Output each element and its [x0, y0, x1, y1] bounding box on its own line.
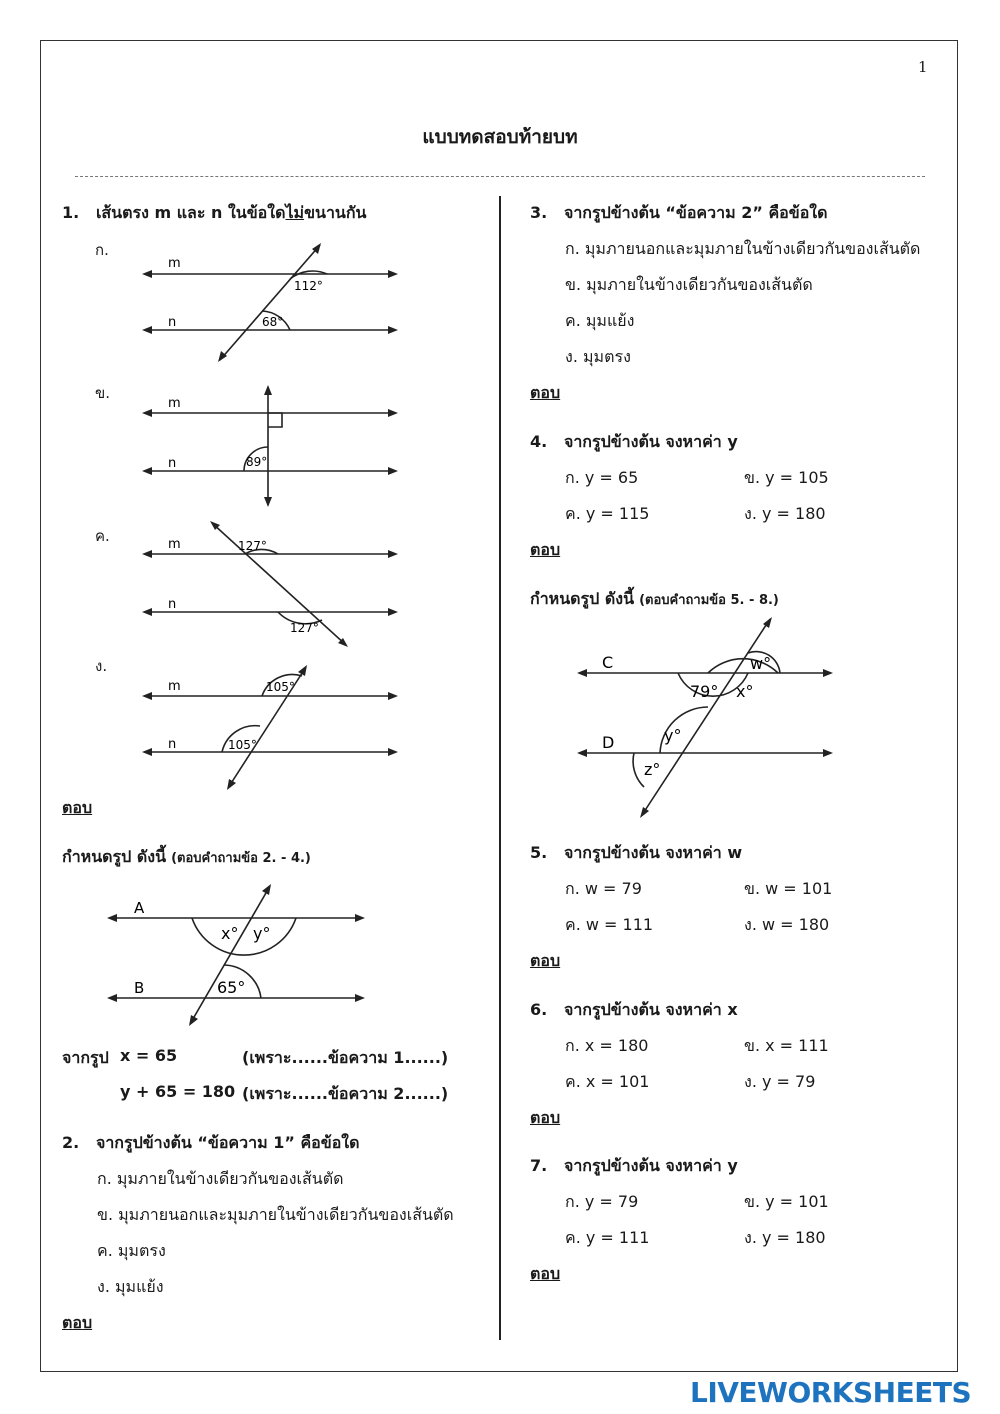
q1-figure-d [140, 662, 405, 792]
given2-label: กำหนดรูป ดังนี้ [530, 589, 635, 608]
q5-answer[interactable]: ตอบ [530, 951, 561, 970]
given1-expr-1: x = 65 [120, 1046, 178, 1065]
given1-note: (ตอบคำถามข้อ 2. - 4.) [171, 851, 311, 866]
q7-option-a[interactable]: ก. y = 79 [565, 1192, 639, 1211]
q1-d-angle-1: 105° [266, 680, 295, 694]
q4-answer[interactable]: ตอบ [530, 540, 561, 559]
given1-reason-2: (เพราะ......ข้อความ 2......) [242, 1084, 449, 1103]
given1-label: กำหนดรูป ดังนี้ [62, 847, 167, 866]
given1-reason-1: (เพราะ......ข้อความ 1......) [242, 1048, 449, 1067]
given2-angle-w: w° [750, 654, 772, 673]
given1-angle-65: 65° [217, 978, 246, 997]
q6-option-a[interactable]: ก. x = 180 [565, 1036, 649, 1055]
q4-text: จากรูปข้างต้น จงหาค่า y [563, 432, 738, 451]
q1-c-angle-1: 127° [238, 539, 267, 553]
page-number: 1 [918, 58, 928, 76]
q3-text: จากรูปข้างต้น “ข้อความ 2” คือข้อใด [563, 203, 828, 222]
q7-answer[interactable]: ตอบ [530, 1264, 561, 1283]
q5-number: 5. [530, 843, 548, 862]
given1-prefix: จากรูป [62, 1048, 109, 1067]
q1-figure-b [140, 383, 405, 508]
q5-option-d[interactable]: ง. w = 180 [744, 915, 830, 934]
q1-text-b: ขนานกัน [304, 203, 367, 222]
q1-d-angle-2: 105° [228, 738, 257, 752]
q1-a-angle-1: 112° [294, 279, 323, 293]
q1-option-d-label: ง. [95, 657, 108, 675]
q4-stem [530, 430, 738, 455]
given2-angle-x: x° [736, 682, 754, 701]
q7-option-d[interactable]: ง. y = 180 [744, 1228, 826, 1247]
q1-figure-c [140, 518, 405, 653]
q1-figure-a [140, 240, 405, 365]
q3-option-d[interactable]: ง. มุมตรง [565, 347, 631, 366]
q7-option-c[interactable]: ค. y = 111 [565, 1228, 650, 1247]
given1-heading [62, 845, 311, 870]
q5-option-a[interactable]: ก. w = 79 [565, 879, 642, 898]
q1-a-line-n: n [168, 315, 177, 330]
q4-option-d[interactable]: ง. y = 180 [744, 504, 826, 523]
q7-stem [530, 1154, 738, 1179]
q1-b-line-n: n [168, 456, 177, 471]
q1-text-a: เส้นตรง m และ n ในข้อใด [95, 203, 286, 222]
q1-option-b-label: ข. [95, 384, 111, 402]
q2-text: จากรูปข้างต้น “ข้อความ 1” คือข้อใด [95, 1133, 360, 1152]
q1-a-line-m: m [168, 256, 181, 271]
page-title: แบบทดสอบท้ายบท [422, 126, 578, 148]
given2-note: (ตอบคำถามข้อ 5. - 8.) [639, 593, 779, 608]
q7-text: จากรูปข้างต้น จงหาค่า y [563, 1156, 738, 1175]
given2-angle-79: 79° [690, 682, 719, 701]
q1-stem [62, 201, 366, 226]
q1-b-line-m: m [168, 396, 181, 411]
q2-number: 2. [62, 1133, 80, 1152]
q1-number: 1. [62, 203, 80, 222]
q6-number: 6. [530, 1000, 548, 1019]
q3-answer[interactable]: ตอบ [530, 383, 561, 402]
q6-option-b[interactable]: ข. x = 111 [744, 1036, 829, 1055]
q1-c-line-n: n [168, 597, 177, 612]
q3-number: 3. [530, 203, 548, 222]
title-divider [75, 176, 925, 177]
q4-option-c[interactable]: ค. y = 115 [565, 504, 650, 523]
q7-number: 7. [530, 1156, 548, 1175]
q1-b-angle: 89° [246, 455, 268, 469]
given2-line-d: D [602, 733, 615, 752]
given2-heading [530, 587, 779, 612]
q5-option-b[interactable]: ข. w = 101 [744, 879, 833, 898]
q1-option-a-label: ก. [95, 241, 109, 259]
q6-text: จากรูปข้างต้น จงหาค่า x [563, 1000, 738, 1019]
q1-answer[interactable]: ตอบ [62, 798, 93, 817]
q3-option-b[interactable]: ข. มุมภายในข้างเดียวกันของเส้นตัด [565, 275, 813, 294]
given1-angle-x: x° [221, 924, 239, 943]
given1-line-b: B [134, 979, 145, 997]
liveworksheets-logo[interactable]: LIVEWORKSHEETS [690, 1376, 972, 1409]
q2-option-c[interactable]: ค. มุมตรง [97, 1241, 166, 1260]
given1-figure [100, 880, 370, 1030]
q6-option-d[interactable]: ง. y = 79 [744, 1072, 816, 1091]
q1-a-angle-2: 68° [262, 315, 284, 329]
given1-line-a: A [134, 899, 145, 917]
q5-option-c[interactable]: ค. w = 111 [565, 915, 654, 934]
q2-option-b[interactable]: ข. มุมภายนอกและมุมภายในข้างเดียวกันของเส้นตัด [97, 1205, 454, 1224]
q4-option-a[interactable]: ก. y = 65 [565, 468, 639, 487]
q3-option-a[interactable]: ก. มุมภายนอกและมุมภายในข้างเดียวกันของเส้นตัด [565, 239, 921, 258]
q2-option-d[interactable]: ง. มุมแย้ง [97, 1277, 164, 1296]
q4-option-b[interactable]: ข. y = 105 [744, 468, 829, 487]
q1-c-angle-2: 127° [290, 621, 319, 635]
q3-option-c[interactable]: ค. มุมแย้ง [565, 311, 635, 330]
q1-d-line-m: m [168, 679, 181, 694]
q6-option-c[interactable]: ค. x = 101 [565, 1072, 650, 1091]
q5-stem [530, 841, 742, 866]
q3-stem [530, 201, 828, 226]
q7-option-b[interactable]: ข. y = 101 [744, 1192, 829, 1211]
given1-expr-2: y + 65 = 180 [120, 1082, 236, 1101]
q2-option-a[interactable]: ก. มุมภายในข้างเดียวกันของเส้นตัด [97, 1169, 344, 1188]
given2-angle-y: y° [664, 726, 682, 745]
given2-figure [570, 615, 840, 825]
q4-number: 4. [530, 432, 548, 451]
q1-option-c-label: ค. [95, 527, 110, 545]
q6-answer[interactable]: ตอบ [530, 1108, 561, 1127]
q2-answer[interactable]: ตอบ [62, 1313, 93, 1332]
q6-stem [530, 998, 738, 1023]
given1-angle-y: y° [253, 924, 271, 943]
given2-line-c: C [602, 653, 614, 672]
q5-text: จากรูปข้างต้น จงหาค่า w [563, 843, 743, 862]
q1-c-line-m: m [168, 537, 181, 552]
q1-text-u: ไม่ [285, 203, 305, 222]
q1-d-line-n: n [168, 737, 177, 752]
column-divider [499, 196, 501, 1340]
given2-angle-z: z° [644, 760, 661, 779]
q2-stem [62, 1131, 360, 1156]
